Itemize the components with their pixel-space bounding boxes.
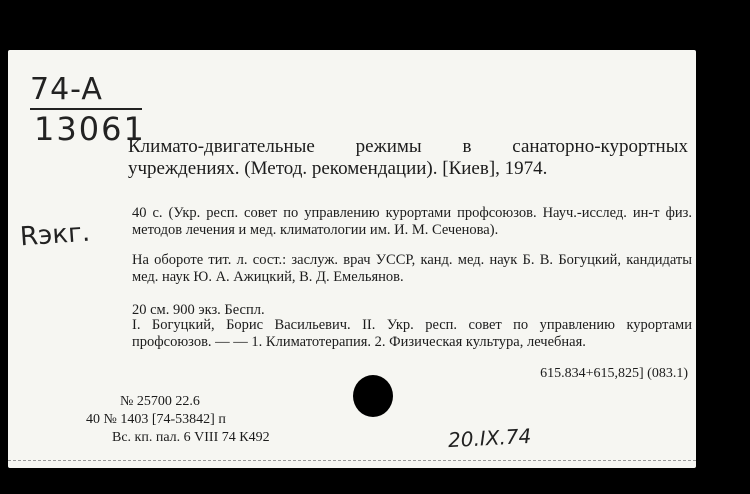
entry-note: На обороте тит. л. сост.: заслуж. врач УССР, канд. мед. наук Б. В. Богуцкий, кандидаты мед. наук Ю. А. Ажицкий, В. Д. Емельянов. [132,252,692,285]
handwritten-date: 20.IX.74 [447,423,532,453]
entry-physical: 20 см. 900 экз. Беспл. [132,302,265,318]
handwritten-top-number: 74-A [30,72,103,107]
punch-hole [353,375,393,417]
catalog-card [8,50,696,468]
card-bottom-dashed-line [8,460,696,461]
stamp-line-1: № 25700 22.6 [120,394,200,409]
handwritten-bottom-number: 13061 [34,110,146,148]
handwritten-side-note: Rэкг. [19,217,91,253]
stamp-line-3: Вс. кп. пал. 6 VIII 74 К492 [112,430,270,445]
entry-subjects: I. Богуцкий, Борис Васильевич. II. Укр. респ. совет по управлению курортами профсоюзов. — — 1. Климатотерапия. 2. Физическая культура, лечебная. [132,317,692,350]
entry-description: 40 с. (Укр. респ. совет по управлению курортами профсоюзов. Науч.-исслед. ин-т физ. методов лечения и мед. климатологии им. И. М. Сеченова). [132,205,692,238]
classification-code: 615.834+615,825] (083.1) [540,366,688,381]
entry-title: Климато-двигательные режимы в санаторно-курортных учреждениях. (Метод. рекомендации). [Киев], 1974. [128,136,688,179]
stamp-line-2: 40 № 1403 [74-53842] п [86,412,226,427]
